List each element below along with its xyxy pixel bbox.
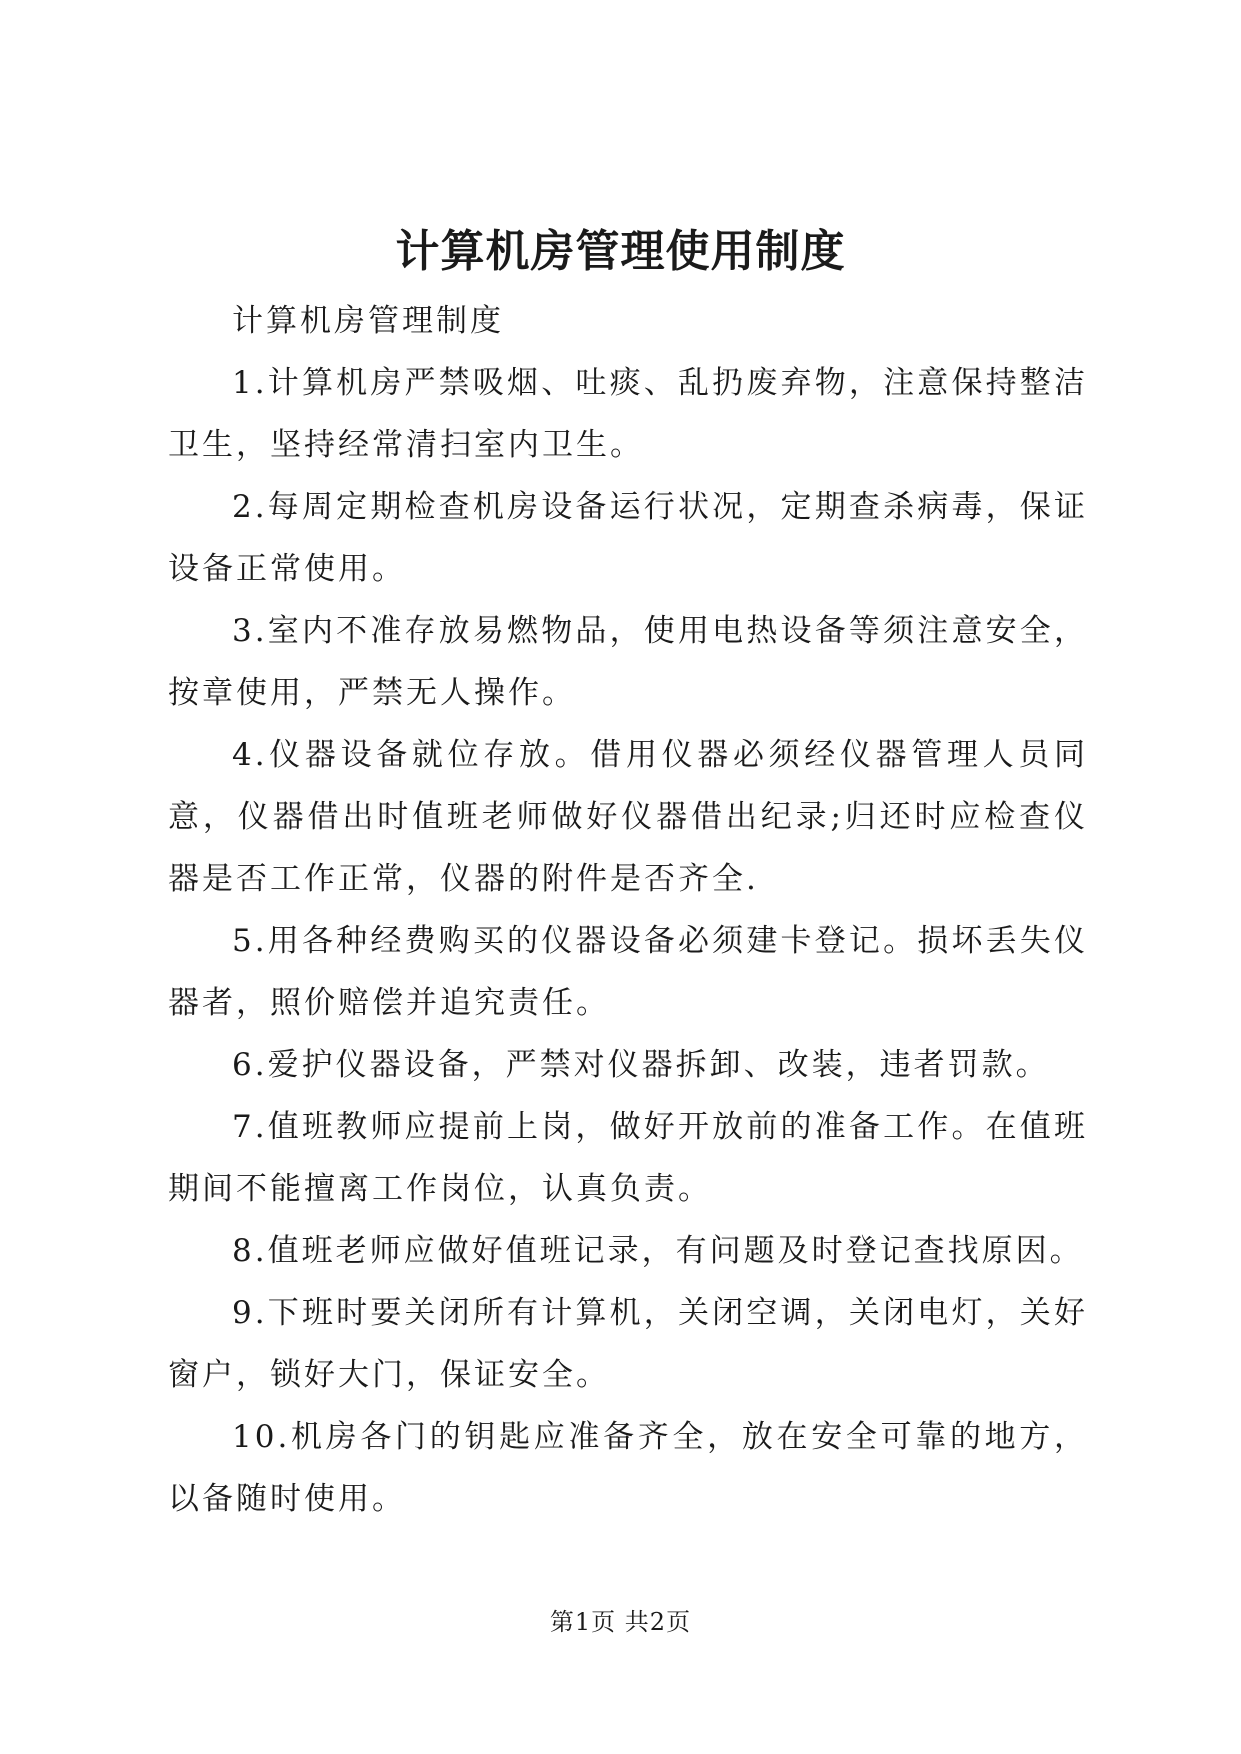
rule-paragraph-9: 9.下班时要关闭所有计算机，关闭空调，关闭电灯，关好窗户，锁好大门，保证安全。 (168, 1295, 1088, 1393)
page-footer: 第1页 共2页 (549, 1608, 692, 1636)
rule-paragraph-3: 3.室内不准存放易燃物品，使用电热设备等须注意安全，按章使用，严禁无人操作。 (168, 613, 1088, 711)
rule-paragraph-4: 4.仪器设备就位存放。借用仪器必须经仪器管理人员同意，仪器借出时值班老师做好仪器借出纪录;归还时应检查仪器是否工作正常，仪器的附件是否齐全. (168, 737, 1088, 897)
rule-paragraph-8: 8.值班老师应做好值班记录，有问题及时登记查找原因。 (232, 1233, 1084, 1269)
document-title: 计算机房管理使用制度 (395, 226, 846, 277)
rule-paragraph-10: 10.机房各门的钥匙应准备齐全，放在安全可靠的地方，以备随时使用。 (168, 1419, 1088, 1517)
document-body (168, 290, 1088, 1530)
rule-paragraph-1: 1.计算机房严禁吸烟、吐痰、乱扔废弃物，注意保持整洁卫生，坚持经常清扫室内卫生。 (168, 365, 1088, 463)
rule-paragraph-5: 5.用各种经费购买的仪器设备必须建卡登记。损坏丢失仪器者，照价赔偿并追究责任。 (168, 923, 1088, 1021)
section-heading: 计算机房管理制度 (232, 303, 504, 339)
rule-paragraph-2: 2.每周定期检查机房设备运行状况，定期查杀病毒，保证设备正常使用。 (168, 489, 1088, 587)
rule-paragraph-7: 7.值班教师应提前上岗，做好开放前的准备工作。在值班期间不能擅离工作岗位，认真负责。 (168, 1109, 1088, 1207)
rule-paragraph-6: 6.爱护仪器设备，严禁对仪器拆卸、改装，违者罚款。 (232, 1047, 1050, 1083)
